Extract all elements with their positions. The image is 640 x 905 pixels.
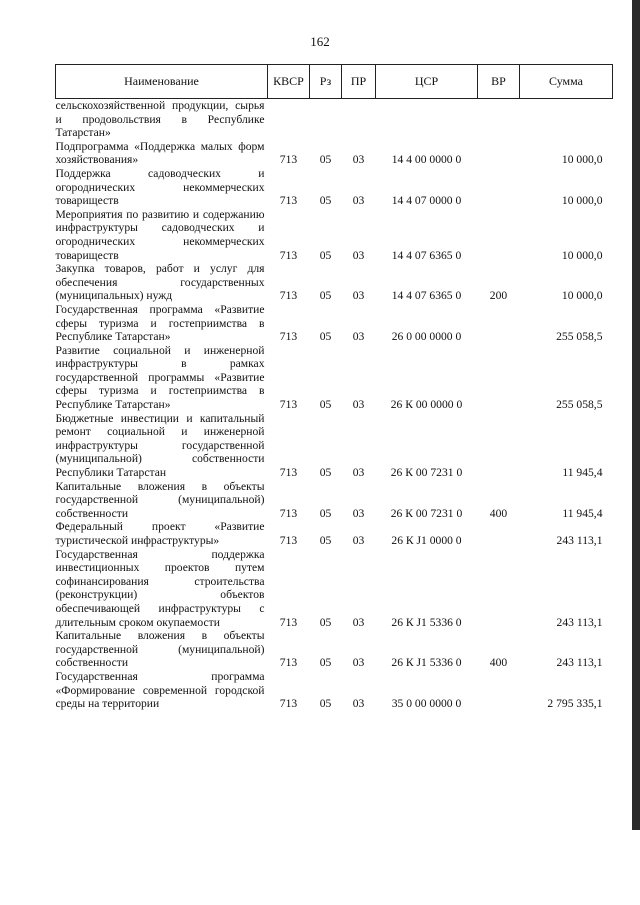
cell-kvsr: 713 [279,398,298,412]
cell-rz: 05 [319,615,332,629]
budget-table-container [55,64,612,711]
cell-rz [310,99,342,140]
cell-kvsr: 713 [279,330,298,344]
cell-sum: 10 000,0 [561,248,603,262]
cell-rz: 05 [319,330,332,344]
cell-csr: 14 4 00 0000 0 [391,153,462,167]
cell-csr: 35 0 00 0000 0 [391,697,462,711]
cell-kvsr: 713 [279,615,298,629]
cell-rz: 05 [319,194,332,208]
table-row [56,208,613,262]
cell-name: Мероприятия по развитию и содержанию инфраструктуры садоводческих и огороднических некоммерческих товариществ [55,207,265,262]
cell-name: Закупка товаров, работ и услуг для обеспечения государственных (муниципальных) нужд [55,262,265,303]
cell-pr [342,99,376,140]
cell-kvsr: 713 [279,506,298,520]
cell-pr: 03 [352,194,365,208]
table-row [56,344,613,412]
cell-vr: 400 [489,656,508,670]
cell-csr: 26 К 00 7231 0 [390,506,463,520]
table-row [56,629,613,670]
table-row [56,480,613,521]
cell-csr: 26 К J1 0000 0 [391,534,462,547]
header-kvsr: КВСР [268,65,310,99]
cell-vr [478,167,520,208]
cell-name: Поддержка садоводческих и огороднических некоммерческих товариществ [55,166,265,208]
cell-pr: 03 [352,466,365,480]
cell-vr [478,208,520,262]
cell-name: Капитальные вложения в объекты государственной (муниципальной) собственности [55,629,265,670]
header-pr: ПР [342,65,376,99]
cell-pr: 03 [352,248,365,262]
cell-vr [478,412,520,480]
table-row [56,167,613,208]
cell-pr: 03 [352,506,365,520]
cell-csr: 26 К 00 7231 0 [390,466,463,480]
cell-name: Капитальные вложения в объекты государственной (муниципальной) собственности [55,479,265,520]
cell-pr: 03 [352,289,365,303]
table-row [56,520,613,547]
cell-rz: 05 [319,697,332,711]
cell-pr: 03 [352,398,365,412]
cell-kvsr [268,99,310,140]
cell-sum: 11 945,4 [562,466,603,480]
cell-name: Бюджетные инвестиции и капитальный ремонт социальной и инженерной инфраструктуры государственной (муниципальной) собственности Республики Татарстан [55,411,265,480]
cell-pr: 03 [352,153,365,167]
header-sum: Сумма [520,65,613,99]
cell-csr: 14 4 07 0000 0 [391,194,462,208]
cell-sum: 2 795 335,1 [547,697,603,711]
cell-sum: 10 000,0 [561,194,603,208]
cell-vr [478,140,520,167]
cell-kvsr: 713 [279,289,298,303]
table-row [56,140,613,167]
cell-csr: 14 4 07 6365 0 [391,289,462,303]
cell-rz: 05 [319,398,332,412]
cell-rz: 05 [319,506,332,520]
cell-vr [478,520,520,547]
cell-kvsr: 713 [279,248,298,262]
header-rz: Рз [310,65,342,99]
cell-sum: 243 113,1 [556,656,603,670]
cell-sum: 11 945,4 [562,506,603,520]
cell-pr: 03 [352,330,365,344]
cell-sum: 255 058,5 [556,398,603,412]
cell-name: Развитие социальной и инженерной инфраструктуры в рамках государственной программы «Развитие сферы туризма и гостеприимства в Республике Татарстан» [55,343,265,412]
table-row [56,670,613,711]
header-csr: ЦСР [376,65,478,99]
budget-table [55,64,613,711]
cell-sum: 243 113,1 [556,615,603,629]
table-row [56,548,613,630]
cell-pr: 03 [352,534,365,547]
cell-csr: 26 К J1 5336 0 [391,615,462,629]
cell-name: Подпрограмма «Поддержка малых форм хозяйствования» [55,139,265,167]
cell-kvsr: 713 [279,466,298,480]
cell-vr [478,670,520,711]
cell-sum: 10 000,0 [561,289,603,303]
cell-pr: 03 [352,656,365,670]
cell-name: сельскохозяйственной продукции, сырья и продовольствия в Республике Татарстан» [55,99,265,140]
cell-rz: 05 [319,466,332,480]
cell-vr [478,99,520,140]
cell-kvsr: 713 [279,697,298,711]
table-row [56,412,613,480]
table-header-row [56,65,613,99]
table-row [56,99,613,140]
cell-name: Государственная программа «Развитие сферы туризма и гостеприимства в Республике Татарстан» [55,302,265,344]
cell-name: Федеральный проект «Развитие туристической инфраструктуры» [55,520,265,547]
cell-vr [478,303,520,344]
cell-vr [478,344,520,412]
cell-sum [520,99,613,140]
cell-rz: 05 [319,534,332,547]
cell-vr [478,548,520,630]
cell-kvsr: 713 [279,153,298,167]
cell-pr: 03 [352,697,365,711]
cell-sum: 255 058,5 [556,330,603,344]
table-body [56,99,613,711]
cell-vr: 400 [489,506,508,520]
cell-csr: 26 К J1 5336 0 [391,656,462,670]
cell-name: Государственная поддержка инвестиционных проектов путем софинансирования строительства (реконструкции) объектов обеспечивающей инфраструктуры с длительным сроком окупаемости [55,547,265,629]
cell-sum: 10 000,0 [561,153,603,167]
cell-pr: 03 [352,615,365,629]
cell-csr: 26 К 00 0000 0 [390,398,463,412]
page-number: 162 [310,34,330,49]
cell-rz: 05 [319,289,332,303]
cell-csr: 14 4 07 6365 0 [391,248,462,262]
scan-edge-shadow [632,0,640,830]
cell-name: Государственная программа «Формирование современной городской среды на территории [55,669,265,711]
header-vr: ВР [478,65,520,99]
cell-kvsr: 713 [279,534,298,547]
cell-csr: 26 0 00 0000 0 [391,330,462,344]
cell-kvsr: 713 [279,656,298,670]
table-row [56,303,613,344]
cell-kvsr: 713 [279,194,298,208]
cell-rz: 05 [319,153,332,167]
cell-rz: 05 [319,248,332,262]
table-row [56,262,613,303]
cell-vr: 200 [489,289,508,303]
header-name: Наименование [56,65,268,99]
cell-sum: 243 113,1 [556,534,603,547]
cell-rz: 05 [319,656,332,670]
cell-csr [376,99,478,140]
